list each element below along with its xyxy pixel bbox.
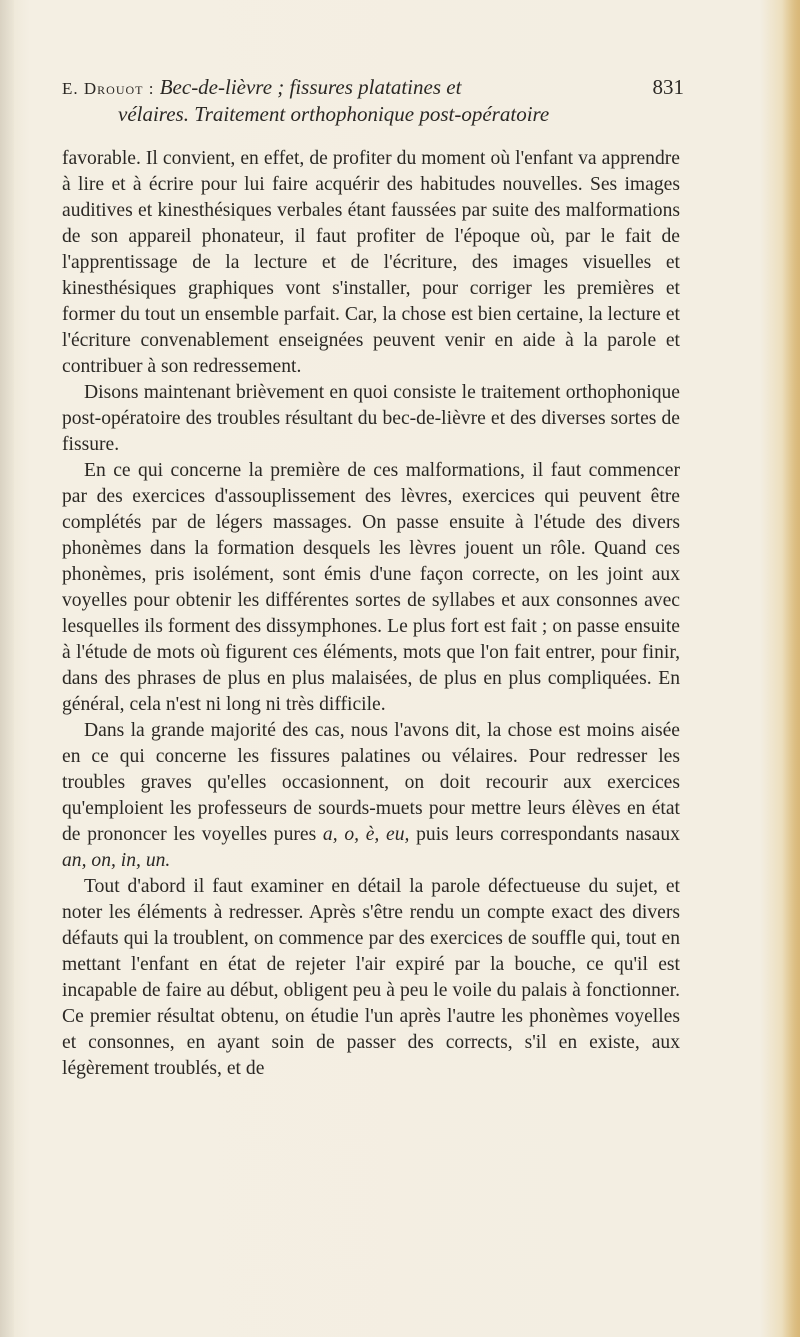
oral-vowels: a, o, è, eu, — [322, 824, 410, 845]
paragraph-2: Disons maintenant brièvement en quoi consiste le traitement orthophonique post-opératoire des troubles résultant du bec-de-lièvre et des diverses sortes de fissure. — [62, 382, 680, 455]
body-text — [62, 146, 680, 1082]
header-title-line-1: Bec-de-lièvre ; fissures platatines et — [159, 75, 462, 99]
paragraph-3: En ce qui concerne la première de ces malformations, il faut commencer par des exercices d'assouplissement des lèvres, exercices qui peuvent être complétés par de légers massages. On passe ensuite à l'étude des divers phonèmes dans la formation desquels les lèvres jouent un rôle. Quand ces phonèmes, pris isolément, sont émis d'une façon correcte, on les joint aux voyelles pour obtenir les différentes sortes de syllabes et aux consonnes avec lesquelles ils forment des dissymphones. Le plus fort est fait ; on passe ensuite à l'étude de mots où figurent ces éléments, mots que l'on fait entrer, pour finir, dans des phrases de plus en plus malaisées, de plus en plus compliquées. En général, cela n'est ni long ni très difficile. — [62, 460, 680, 715]
paragraph-4-text: Dans la grande majorité des cas, nous l'avons dit, la chose est moins aisée en ce qui concerne les fissures palatines ou vélaires. Pour redresser les troubles graves qu'elles occasionnent, on doit recourir aux exercices qu'emploient les professeurs de sourds-muets pour mettre leurs élèves en état de prononcer les voyelles pures — [62, 720, 680, 845]
header-title-line-2: vélaires. Traitement orthophonique post-opératoire — [118, 102, 550, 126]
running-header — [62, 74, 684, 128]
header-author: E. Drouot : — [62, 79, 155, 98]
page-right-edge — [782, 0, 800, 1337]
nasal-vowels: an, on, in, un. — [62, 850, 171, 871]
paragraph-5: Tout d'abord il faut examiner en détail la parole défectueuse du sujet, et noter les éléments à redresser. Après s'être rendu un compte exact des divers défauts qui la troublent, on commence par des exercices de souffle qui, tout en mettant l'enfant en état de rejeter l'air expiré par la bouche, ce qu'il est incapable de faire au début, obligent peu à peu le voile du palais à fonctionner. Ce premier résultat obtenu, on étudie l'un après l'autre les phonèmes voyelles et consonnes, en ayant soin de passer des corrects, s'il en existe, aux légèrement troublés, et de — [62, 876, 680, 1079]
paragraph-1: favorable. Il convient, en effet, de profiter du moment où l'enfant va apprendre à lire et à écrire pour lui faire acquérir des habitudes nouvelles. Ses images auditives et kinesthésiques verbales étant faussées par suite des malformations de son appareil phonateur, il faut profiter de l'époque où, par le fait de l'apprentissage de la lecture et de l'écriture, des images visuelles et kinesthésiques graphiques vont s'installer, pour corriger les premières et former du tout un ensemble parfait. Car, la chose est bien certaine, la lecture et l'écriture convenablement enseignées peuvent venir en aide à la parole et contribuer à son redressement. — [62, 148, 680, 377]
page-number: 831 — [652, 75, 684, 99]
paragraph-4 — [62, 718, 680, 874]
page-left-edge — [0, 0, 14, 1337]
paragraph-4-mid: puis leurs correspondants nasaux — [416, 824, 680, 845]
header-line-1 — [62, 74, 684, 101]
